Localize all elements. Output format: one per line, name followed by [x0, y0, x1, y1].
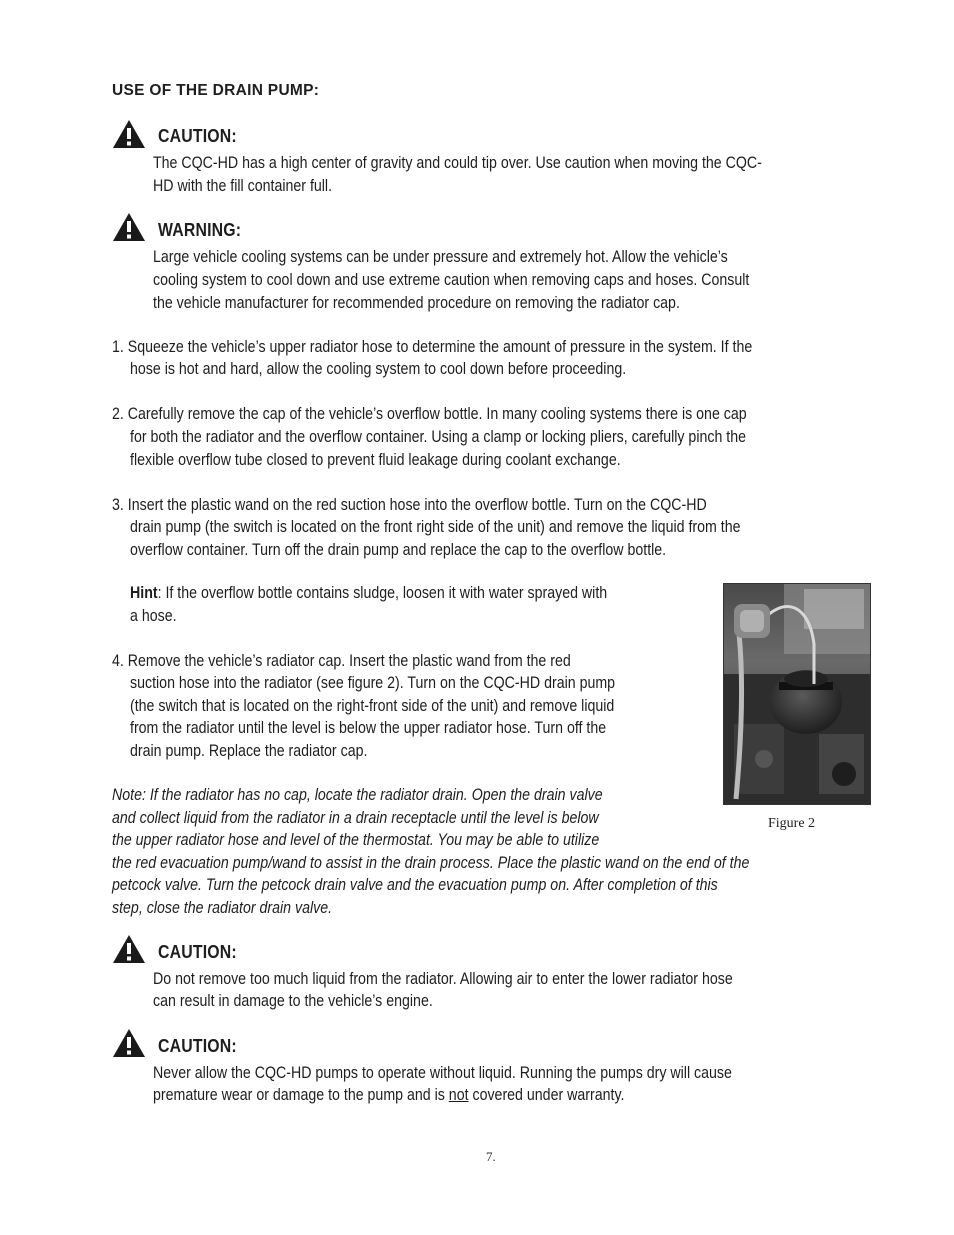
warranty-text-before: premature wear or damage to the pump and is	[153, 1086, 449, 1104]
warranty-text-after: covered under warranty.	[468, 1086, 625, 1104]
step-text-line: for both the radiator and the overflow container. Using a clamp or locking pliers, carefully pinch the	[130, 428, 747, 446]
note-line: step, close the radiator drain valve.	[112, 899, 333, 917]
warning-triangle-icon	[112, 934, 146, 964]
warning-text-line: cooling system to cool down and use extreme caution when removing caps and hoses. Consult	[153, 271, 750, 289]
hint-line: a hose.	[130, 607, 177, 625]
warning-triangle-icon	[112, 212, 146, 242]
warranty-not-emphasis: not	[448, 1086, 469, 1104]
step-text-line: (the switch that is located on the right-front side of the unit) and remove liquid	[130, 697, 615, 715]
hint-text: : If the overflow bottle contains sludge, loosen it with water sprayed with	[157, 584, 608, 602]
step-text-line: drain pump (the switch is located on the front right side of the unit) and remove the liquid from the	[130, 518, 741, 536]
step-text-line: flexible overflow tube closed to prevent fluid leakage during coolant exchange.	[130, 451, 621, 469]
warning-triangle-icon	[112, 119, 146, 149]
hint-label: Hint	[130, 584, 158, 602]
caution-text-line: Never allow the CQC-HD pumps to operate without liquid. Running the pumps dry will cause	[153, 1064, 732, 1082]
step-text-line: hose is hot and hard, allow the cooling system to cool down before proceeding.	[130, 360, 627, 378]
figure-caption: Figure 2	[768, 816, 816, 831]
note-line: petcock valve. Turn the petcock drain valve and the evacuation pump on. After completion of this	[112, 876, 718, 894]
caution-title: CAUTION:	[158, 126, 237, 146]
note-line: and collect liquid from the radiator in a drain receptacle until the level is below	[112, 809, 599, 827]
caution-text-line: Do not remove too much liquid from the radiator. Allowing air to enter the lower radiator hose	[153, 970, 733, 988]
radiator-photo-image	[724, 584, 870, 804]
caution-text-line: HD with the fill container full.	[153, 177, 333, 195]
caution-text-line: The CQC-HD has a high center of gravity and could tip over. Use caution when moving the CQC-	[153, 154, 762, 172]
warning-title: WARNING:	[158, 220, 242, 240]
hint-line	[130, 582, 607, 605]
note-line: the red evacuation pump/wand to assist in the drain process. Place the plastic wand on the end of the	[112, 854, 750, 872]
step-text-line: suction hose into the radiator (see figure 2). Turn on the CQC-HD drain pump	[130, 674, 616, 692]
warning-text-line: the vehicle manufacturer for recommended procedure on removing the radiator cap.	[153, 294, 680, 312]
caution-text-line	[153, 1084, 624, 1107]
step-text-line: 3. Insert the plastic wand on the red suction hose into the overflow bottle. Turn on the CQC-HD	[112, 496, 707, 514]
step-text-line: overflow container. Turn off the drain pump and replace the cap to the overflow bottle.	[130, 541, 667, 559]
note-line: Note: If the radiator has no cap, locate the radiator drain. Open the drain valve	[112, 786, 603, 804]
step-text-line: from the radiator until the level is below the upper radiator hose. Turn off the	[130, 719, 607, 737]
warning-text-line: Large vehicle cooling systems can be under pressure and extremely hot. Allow the vehicle’s	[153, 248, 728, 266]
step-text-line: 4. Remove the vehicle’s radiator cap. Insert the plastic wand from the red	[112, 652, 571, 670]
figure-2-photo	[723, 583, 871, 805]
page-number: 7.	[486, 1149, 496, 1164]
section-heading: USE OF THE DRAIN PUMP:	[112, 82, 320, 99]
warning-triangle-icon	[112, 1028, 146, 1058]
caution-title: CAUTION:	[158, 1036, 237, 1056]
step-text-line: drain pump. Replace the radiator cap.	[130, 742, 368, 760]
caution-title: CAUTION:	[158, 942, 237, 962]
caution-text-line: can result in damage to the vehicle’s engine.	[153, 992, 433, 1010]
step-text-line: 2. Carefully remove the cap of the vehicle’s overflow bottle. In many cooling systems there is one cap	[112, 405, 747, 423]
note-line: the upper radiator hose and level of the thermostat. You may be able to utilize	[112, 831, 600, 849]
step-text-line: 1. Squeeze the vehicle’s upper radiator hose to determine the amount of pressure in the system. If the	[112, 338, 753, 356]
